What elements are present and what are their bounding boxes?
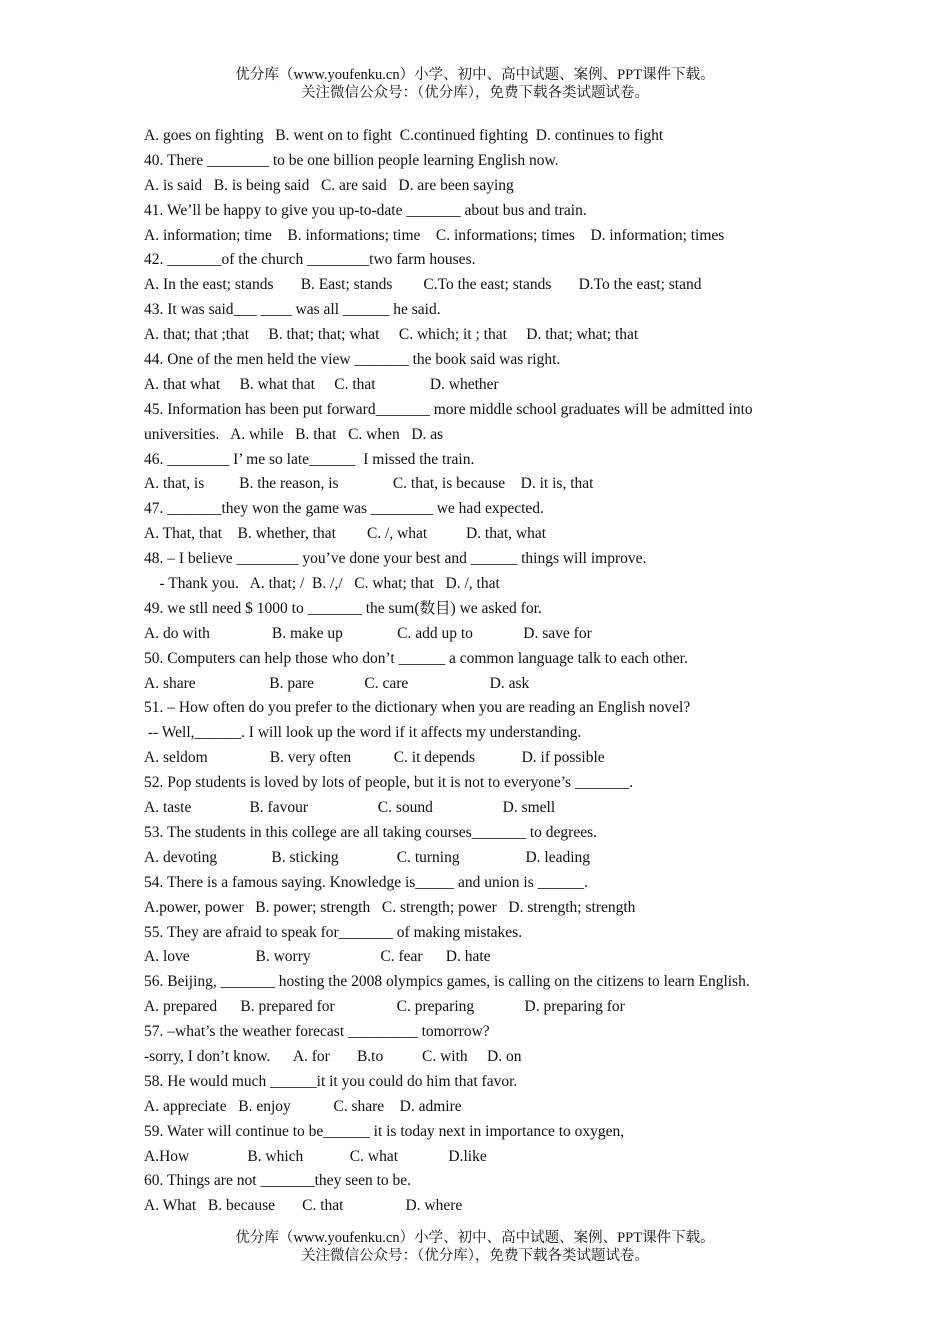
text-line: 41. We’ll be happy to give you up-to-date _______ about bus and train. xyxy=(144,201,587,219)
text-line: A. appreciate B. enjoy C. share D. admire xyxy=(144,1097,462,1115)
text-line: A. do with B. make up C. add up to D. save for xyxy=(144,624,592,642)
text-line: A. That, that B. whether, that C. /, what D. that, what xyxy=(144,525,547,543)
text-line: A. that, is B. the reason, is C. that, is because D. it is, that xyxy=(144,475,594,493)
text-line: A. taste B. favour C. sound D. smell xyxy=(144,799,556,817)
text-line: A. information; time B. informations; time C. informations; times D. information; times xyxy=(144,226,725,244)
header-line-2: 关注微信公众号：（优分库），免费下载各类试题试卷。 xyxy=(301,85,649,101)
text-line: 48. – I believe ________ you’ve done your best and ______ things will improve. xyxy=(144,550,647,568)
header-line-1: 优分库（www.youfenku.cn）小学、初中、高中试题、案例、PPT课件下载。 xyxy=(235,67,715,83)
text-line: 46. ________ I’ me so late______ I missed the train. xyxy=(144,450,475,468)
text-line: 47. _______they won the game was ________ we had expected. xyxy=(144,500,544,518)
text-line: A. goes on fighting B. went on to fight C.continued fighting D. continues to fight xyxy=(144,127,664,144)
text-line: 51. – How often do you prefer to the dictionary when you are reading an English novel? xyxy=(144,699,691,717)
text-line: 44. One of the men held the view _______ the book said was right. xyxy=(144,351,561,369)
text-line: 58. He would much ______it it you could do him that favor. xyxy=(144,1072,518,1090)
text-line: 54. There is a famous saying. Knowledge is_____ and union is ______. xyxy=(144,873,588,891)
text-line: A. love B. worry C. fear D. hate xyxy=(144,948,491,966)
text-line: 52. Pop students is loved by lots of people, but it is not to everyone’s _______. xyxy=(144,774,634,792)
text-line: A. that what B. what that C. that D. whether xyxy=(144,375,499,393)
text-line: 40. There ________ to be one billion people learning English now. xyxy=(144,151,559,169)
text-line: 42. _______of the church ________two farm houses. xyxy=(144,251,476,269)
text-line: 55. They are afraid to speak for_______ of making mistakes. xyxy=(144,923,523,941)
text-line: 56. Beijing, _______ hosting the 2008 olympics games, is calling on the citizens to learn English. xyxy=(144,973,750,991)
text-line: -- Well,______. I will look up the word if it affects my understanding. xyxy=(144,724,582,742)
footer-line-2: 关注微信公众号：（优分库），免费下载各类试题试卷。 xyxy=(301,1248,649,1264)
text-line: A.How B. which C. what D.like xyxy=(144,1147,487,1165)
text-line: 59. Water will continue to be______ it is today next in importance to oxygen, xyxy=(144,1122,625,1140)
text-line: - Thank you. A. that; / B. /,/ C. what; that D. /, that xyxy=(144,575,500,593)
text-line: 57. –what’s the weather forecast _________ tomorrow? xyxy=(144,1023,490,1041)
text-line: A. seldom B. very often C. it depends D. if possible xyxy=(144,749,605,767)
document-body xyxy=(144,124,814,1219)
text-line: A. What B. because C. that D. where xyxy=(144,1197,463,1215)
text-line: A. that; that ;that B. that; that; what C. which; it ; that D. that; what; that xyxy=(144,326,639,344)
text-line: universities. A. while B. that C. when D. as xyxy=(144,425,444,443)
text-line: 43. It was said___ ____ was all ______ he said. xyxy=(144,301,441,319)
text-line: -sorry, I don’t know. A. for B.to C. with D. on xyxy=(144,1047,522,1065)
text-line: 50. Computers can help those who don’t ______ a common language talk to each other. xyxy=(144,649,688,667)
text-line: A.power, power B. power; strength C. strength; power D. strength; strength xyxy=(144,898,636,916)
page-footer xyxy=(0,1229,950,1265)
text-line: 45. Information has been put forward_______ more middle school graduates will be admitted into xyxy=(144,400,753,418)
text-line: A. share B. pare C. care D. ask xyxy=(144,674,530,692)
text-line: A. is said B. is being said C. are said D. are been saying xyxy=(144,176,514,194)
text-line: A. In the east; stands B. East; stands C.To the east; stands D.To the east; stand xyxy=(144,276,702,294)
text-line: 60. Things are not _______they seen to be. xyxy=(144,1172,412,1190)
text-line: 49. we stll need $ 1000 to _______ the sum(数目) we asked for. xyxy=(144,599,542,617)
page-header xyxy=(0,66,950,102)
text-line: A. prepared B. prepared for C. preparing D. preparing for xyxy=(144,998,625,1016)
footer-line-1: 优分库（www.youfenku.cn）小学、初中、高中试题、案例、PPT课件下载。 xyxy=(235,1230,715,1246)
text-line: A. devoting B. sticking C. turning D. leading xyxy=(144,848,591,866)
text-line: 53. The students in this college are all taking courses_______ to degrees. xyxy=(144,823,597,841)
